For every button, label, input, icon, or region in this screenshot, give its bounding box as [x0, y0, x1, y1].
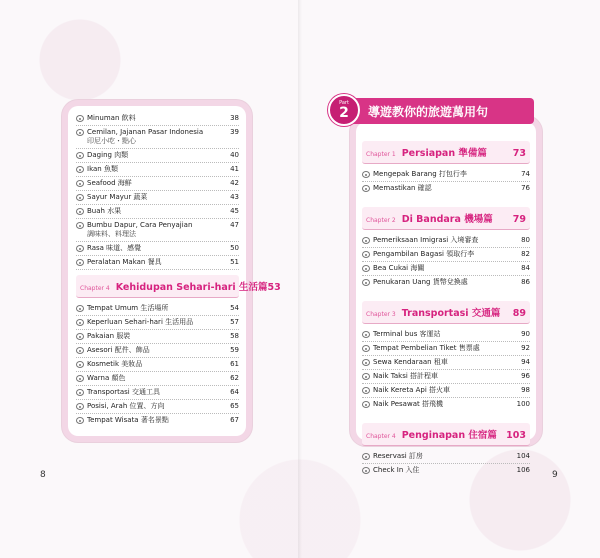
toc-entry[interactable]	[76, 205, 239, 219]
chapter-num: Chapter 3	[366, 311, 396, 318]
bullet-icon	[76, 259, 84, 266]
toc-entry[interactable]	[76, 358, 239, 372]
bullet-icon	[76, 152, 84, 159]
toc-entry-label	[373, 452, 513, 461]
toc-entry-page: 100	[516, 400, 530, 408]
toc-entry-label	[87, 207, 226, 216]
bullet-icon	[76, 347, 84, 354]
toc-entry-subtitle: 調味料、料理法	[87, 230, 136, 238]
toc-entry-page: 45	[230, 207, 239, 215]
chapter-page: 73	[512, 148, 526, 159]
toc-entry-text: Pakaian 服裝	[87, 332, 131, 340]
toc-entry-page: 51	[230, 258, 239, 266]
bullet-icon	[76, 208, 84, 215]
toc-entry-label	[87, 304, 226, 313]
toc-entry-label	[87, 114, 226, 123]
toc-entry-page: 76	[521, 184, 530, 192]
chapter-4-left-heading[interactable]	[76, 275, 281, 298]
chapter-title: Transportasi 交通篇	[401, 308, 501, 319]
toc-entry-label	[87, 332, 226, 341]
toc-entry-text: Terminal bus 客運站	[373, 330, 441, 338]
book-gutter	[298, 0, 302, 558]
toc-entry-text: Naik Kereta Api 搭火車	[373, 386, 450, 394]
bullet-icon	[362, 345, 370, 352]
toc-list-chapter4	[76, 302, 239, 427]
page-number-right: 9	[552, 470, 558, 480]
bullet-icon	[76, 194, 84, 201]
toc-entry-label	[373, 184, 517, 193]
toc-entry-label	[87, 318, 226, 327]
bullet-icon	[362, 171, 370, 178]
bullet-icon	[76, 417, 84, 424]
part-badge	[328, 94, 360, 126]
bullet-icon	[362, 331, 370, 338]
toc-entry-text: Tempat Wisata 著名景點	[87, 416, 169, 424]
toc-entry-text: Cemilan, Jajanan Pasar Indonesia	[87, 128, 204, 136]
toc-entry[interactable]	[362, 276, 530, 289]
part-title: 導遊教你的旅遊萬用句	[368, 104, 489, 119]
toc-entry-page: 90	[521, 330, 530, 338]
bullet-icon	[362, 359, 370, 366]
toc-entry-text: Buah 水果	[87, 207, 122, 215]
toc-entry[interactable]	[362, 234, 530, 248]
bullet-icon	[76, 166, 84, 173]
bullet-icon	[362, 387, 370, 394]
toc-entry-text: Minuman 飲料	[87, 114, 136, 122]
left-toc-panel	[68, 106, 281, 436]
toc-entry-page: 41	[230, 165, 239, 173]
toc-entry-label	[373, 278, 517, 287]
toc-entry-text: Naik Taksi 搭計程車	[373, 372, 439, 380]
toc-entry[interactable]	[76, 256, 239, 270]
toc-entry-text: Rasa 味道、感覺	[87, 244, 142, 252]
toc-entry-text: Kosmetik 美妝品	[87, 360, 143, 368]
bullet-icon	[362, 401, 370, 408]
toc-entry-page: 38	[230, 114, 239, 122]
toc-entry-text: Asesori 配件、飾品	[87, 346, 150, 354]
toc-entry-page: 62	[230, 374, 239, 382]
chapter-num: Chapter 2	[366, 217, 396, 224]
toc-entry[interactable]	[76, 316, 239, 330]
toc-entry-page: 82	[521, 250, 530, 258]
toc-entry[interactable]	[76, 372, 239, 386]
chapter-page: 103	[506, 430, 526, 441]
toc-entry[interactable]	[76, 177, 239, 191]
bullet-icon	[76, 319, 84, 326]
toc-entry-label	[87, 416, 226, 425]
toc-entry-page: 54	[230, 304, 239, 312]
toc-entry-text: Keperluan Sehari-hari 生活用品	[87, 318, 194, 326]
toc-entry-label	[87, 244, 226, 253]
toc-entry-page: 59	[230, 346, 239, 354]
bullet-icon	[362, 373, 370, 380]
bullet-icon	[76, 375, 84, 382]
toc-entry-label	[373, 250, 517, 259]
bullet-icon	[362, 251, 370, 258]
toc-entry-page: 94	[521, 358, 530, 366]
toc-entry-page: 92	[521, 344, 530, 352]
chapter-title: Penginapan 住宿篇	[401, 430, 497, 441]
toc-entry-page: 84	[521, 264, 530, 272]
chapter-num: Chapter 4	[366, 433, 396, 440]
toc-entry-text: Penukaran Uang 貨幣兌換處	[373, 278, 468, 286]
toc-entry-text: Ikan 魚類	[87, 165, 118, 173]
toc-entry[interactable]	[76, 126, 239, 149]
toc-entry-text: Tempat Umum 生活場所	[87, 304, 169, 312]
toc-entry-page: 61	[230, 360, 239, 368]
toc-entry-label	[373, 330, 517, 339]
toc-entry-text: Peralatan Makan 餐具	[87, 258, 162, 266]
toc-entry-label	[87, 374, 226, 383]
chapter-page: 89	[512, 308, 526, 319]
toc-entry-text: Bumbu Dapur, Cara Penyajian	[87, 221, 193, 229]
toc-entry-label	[87, 128, 226, 146]
part-number: 2	[339, 105, 349, 121]
chapter-title: Di Bandara 機場篇	[401, 214, 493, 225]
toc-entry-page: 47	[230, 221, 239, 229]
toc-entry-page: 96	[521, 372, 530, 380]
part-word: Part	[339, 100, 349, 106]
toc-entry[interactable]	[76, 414, 239, 427]
bullet-icon	[362, 279, 370, 286]
bullet-icon	[362, 453, 370, 460]
toc-entry[interactable]	[362, 248, 530, 262]
bullet-icon	[76, 361, 84, 368]
toc-entry-page: 40	[230, 151, 239, 159]
toc-entry-label	[87, 346, 226, 355]
toc-entry[interactable]	[76, 344, 239, 358]
bullet-icon	[76, 180, 84, 187]
chapter-title: Persiapan 準備篇	[401, 148, 487, 159]
toc-chapters	[362, 141, 530, 477]
toc-entry-label	[373, 386, 517, 395]
toc-entry-label	[373, 400, 513, 409]
toc-entry[interactable]	[76, 191, 239, 205]
toc-entry-text: Memastikan 確認	[373, 184, 432, 192]
toc-entry-text: Naik Pesawat 搭飛機	[373, 400, 443, 408]
toc-entry-label	[87, 165, 226, 174]
toc-entry[interactable]	[362, 356, 530, 370]
toc-entry[interactable]	[362, 182, 530, 195]
toc-entry[interactable]	[76, 219, 239, 242]
toc-entry-page: 80	[521, 236, 530, 244]
part-banner	[330, 98, 534, 124]
toc-entry[interactable]	[76, 242, 239, 256]
toc-entry-text: Transportasi 交通工具	[87, 388, 160, 396]
page-number-left: 8	[40, 470, 46, 480]
toc-entry[interactable]	[362, 370, 530, 384]
chapter-heading[interactable]	[362, 141, 530, 164]
bullet-icon	[76, 129, 84, 136]
chapter-title: Kehidupan Sehari-hari 生活篇	[115, 282, 268, 293]
toc-entry-subtitle: 印尼小吃・點心	[87, 137, 136, 145]
toc-entry-text: Mengepak Barang 打包行李	[373, 170, 467, 178]
bullet-icon	[76, 403, 84, 410]
toc-entry-text: Bea Cukai 海關	[373, 264, 425, 272]
toc-entry-label	[373, 358, 517, 367]
toc-entry-label	[87, 179, 226, 188]
chapter-heading[interactable]	[362, 207, 530, 230]
toc-entry-label	[373, 344, 517, 353]
toc-entry-text: Pemeriksaan Imigrasi 入境審查	[373, 236, 479, 244]
toc-entry-page: 50	[230, 244, 239, 252]
bullet-icon	[76, 305, 84, 312]
toc-entry[interactable]	[362, 168, 530, 182]
toc-entry-page: 67	[230, 416, 239, 424]
toc-entry[interactable]	[76, 302, 239, 316]
toc-entry-text: Daging 肉類	[87, 151, 129, 159]
toc-entry-text: Check In 入住	[373, 466, 420, 474]
toc-entry-page: 65	[230, 402, 239, 410]
toc-entry-label	[87, 258, 226, 267]
toc-entry-text: Warna 顏色	[87, 374, 126, 382]
bullet-icon	[362, 185, 370, 192]
toc-entry[interactable]	[362, 464, 530, 477]
chapter-number: Chapter 4	[80, 285, 110, 292]
toc-entry-page: 39	[230, 128, 239, 136]
toc-entry[interactable]	[362, 398, 530, 411]
bullet-icon	[76, 333, 84, 340]
bullet-icon	[76, 222, 84, 229]
toc-entry-page: 57	[230, 318, 239, 326]
toc-entry-text: Seafood 海鮮	[87, 179, 132, 187]
toc-entry[interactable]	[76, 330, 239, 344]
toc-entry-page: 58	[230, 332, 239, 340]
toc-entry[interactable]	[76, 149, 239, 163]
toc-entry-label	[87, 360, 226, 369]
toc-list-top	[76, 112, 239, 270]
chapter-page: 53	[267, 282, 281, 293]
toc-entry[interactable]	[362, 328, 530, 342]
toc-entry-label	[87, 402, 226, 411]
right-toc-panel	[356, 122, 536, 474]
toc-entry-text: Tempat Pembelian Tiket 售票處	[373, 344, 480, 352]
toc-entry[interactable]	[76, 112, 239, 126]
chapter-heading[interactable]	[362, 423, 530, 446]
toc-entry[interactable]	[76, 386, 239, 400]
toc-entry-page: 42	[230, 179, 239, 187]
toc-entry-page: 74	[521, 170, 530, 178]
toc-entry-text: Sayur Mayur 蔬菜	[87, 193, 148, 201]
toc-entry[interactable]	[362, 450, 530, 464]
toc-entry-label	[373, 236, 517, 245]
toc-entry-label	[87, 221, 226, 239]
toc-entry-label	[373, 466, 513, 475]
bullet-icon	[362, 237, 370, 244]
toc-entry-text: Posisi, Arah 位置、方向	[87, 402, 165, 410]
bullet-icon	[76, 115, 84, 122]
chapter-num: Chapter 1	[366, 151, 396, 158]
toc-entry[interactable]	[362, 342, 530, 356]
toc-entry-page: 86	[521, 278, 530, 286]
toc-entry-page: 64	[230, 388, 239, 396]
toc-entry-page: 98	[521, 386, 530, 394]
toc-entry-label	[373, 372, 517, 381]
toc-entry[interactable]	[76, 163, 239, 177]
toc-entry[interactable]	[362, 262, 530, 276]
toc-entry-page: 106	[516, 466, 530, 474]
toc-entry-page: 104	[516, 452, 530, 460]
toc-entry-label	[87, 388, 226, 397]
bullet-icon	[362, 467, 370, 474]
bullet-icon	[76, 389, 84, 396]
toc-entry-label	[87, 151, 226, 160]
toc-entry[interactable]	[76, 400, 239, 414]
toc-entry-page: 43	[230, 193, 239, 201]
toc-entry[interactable]	[362, 384, 530, 398]
toc-entry-label	[87, 193, 226, 202]
chapter-heading[interactable]	[362, 301, 530, 324]
bullet-icon	[362, 265, 370, 272]
toc-entry-label	[373, 170, 517, 179]
toc-entry-text: Sewa Kendaraan 租車	[373, 358, 448, 366]
toc-entry-text: Pengambilan Bagasi 領取行李	[373, 250, 475, 258]
chapter-page: 79	[512, 214, 526, 225]
bullet-icon	[76, 245, 84, 252]
toc-entry-label	[373, 264, 517, 273]
toc-entry-text: Reservasi 訂房	[373, 452, 423, 460]
